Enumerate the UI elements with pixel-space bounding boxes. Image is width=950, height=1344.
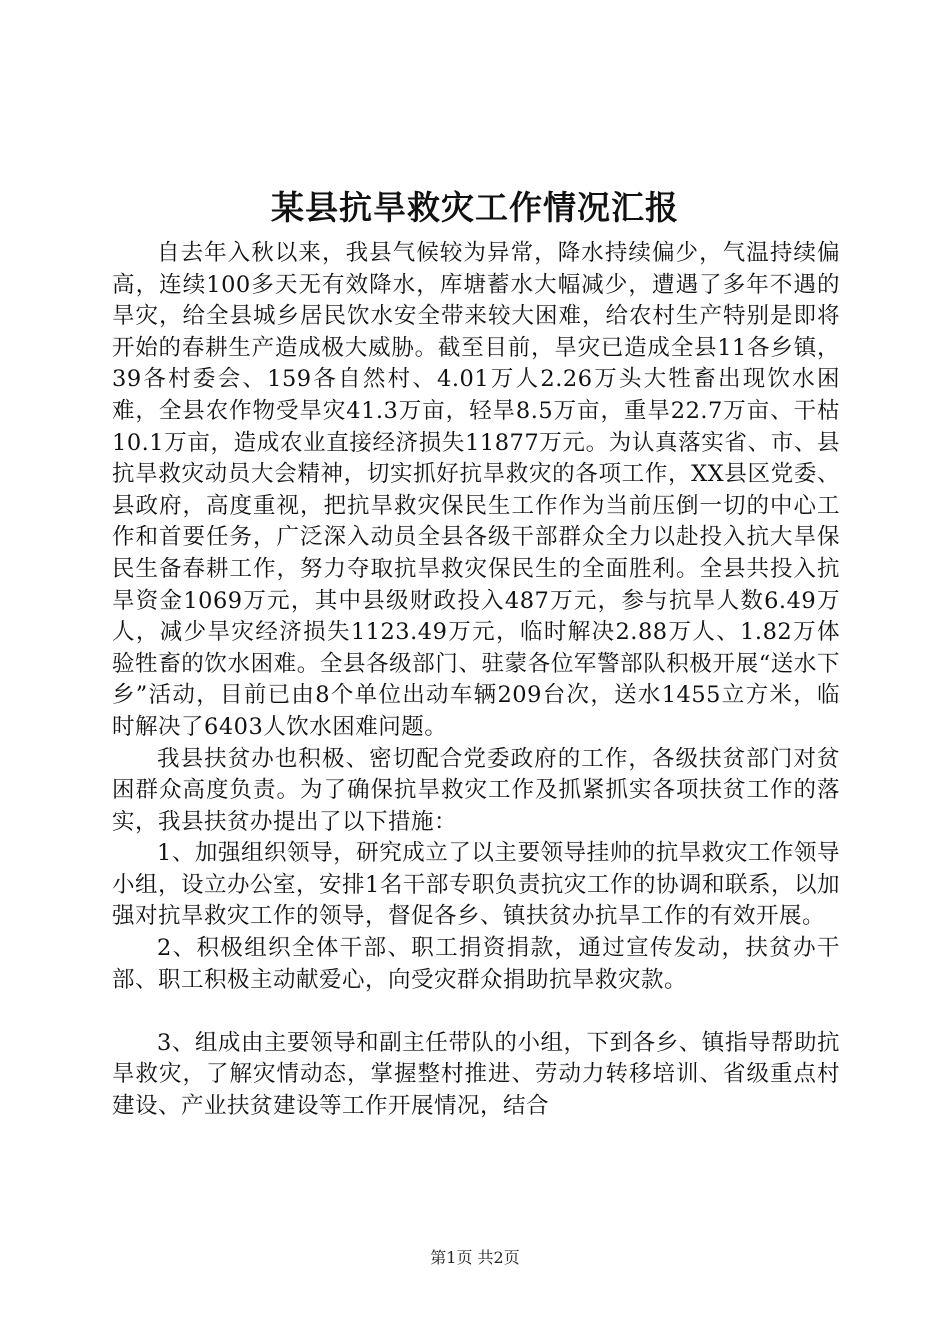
document-body xyxy=(112,238,840,1123)
paragraph-measure-1: 1、加强组织领导，研究成立了以主要领导挂帅的抗旱救灾工作领导小组，设立办公室，安排1名干部专职负责抗灾工作的协调和联系，以加强对抗旱救灾工作的领导，督促各乡、镇扶贫办抗旱工作的有效开展。 xyxy=(112,840,840,930)
document-title: 某县抗旱救灾工作情况汇报 xyxy=(271,188,679,227)
paragraph-poverty-office: 我县扶贫办也积极、密切配合党委政府的工作，各级扶贫部门对贫困群众高度负责。为了确保抗旱救灾工作及抓紧抓实各项扶贫工作的落实，我县扶贫办提出了以下措施： xyxy=(112,745,840,835)
paragraph-measure-3: 3、组成由主要领导和副主任带队的小组，下到各乡、镇指导帮助抗旱救灾，了解灾情动态，掌握整村推进、劳动力转移培训、省级重点村建设、产业扶贫建设等工作开展情况，结合 xyxy=(112,1029,840,1120)
page-number: 第1页 共2页 xyxy=(430,1248,520,1267)
paragraph-drought-overview: 自去年入秋以来，我县气候较为异常，降水持续偏少，气温持续偏高，连续100多天无有效降水，库塘蓄水大幅减少，遭遇了多年不遇的旱灾，给全县城乡居民饮水安全带来较大困难，给农村生产特别是即将开始的春耕生产造成极大威胁。截至目前，旱灾已造成全县11各乡镇，39各村委会、159各自然村、4.01万人2.26万头大牲畜出现饮水困难，全县农作物受旱灾41.3万亩，轻旱8.5万亩，重旱22.7万亩、干枯10.1万亩，造成农业直接经济损失11877万元。为认真落实省、市、县抗旱救灾动员大会精神，切实抓好抗旱救灾的各项工作，XX县区党委、县政府，高度重视，把抗旱救灾保民生工作作为当前压倒一切的中心工作和首要任务，广泛深入动员全县各级干部群众全力以赴投入抗大旱保民生备春耕工作，努力夺取抗旱救灾保民生的全面胜利。全县共投入抗旱资金1069万元，其中县级财政投入487万元，参与抗旱人数6.49万人，减少旱灾经济损失1123.49万元，临时解决2.88万人、1.82万体验牲畜的饮水困难。全县各级部门、驻蒙各位军警部队积极开展“送水下乡”活动，目前已由8个单位出动车辆209台次，送水1455立方米，临时解决了6403人饮水困难问题。 xyxy=(112,240,840,740)
paragraph-measure-2: 2、积极组织全体干部、职工捐资捐款，通过宣传发动，扶贫办干部、职工积极主动献爱心，向受灾群众捐助抗旱救灾款。 xyxy=(112,935,840,993)
